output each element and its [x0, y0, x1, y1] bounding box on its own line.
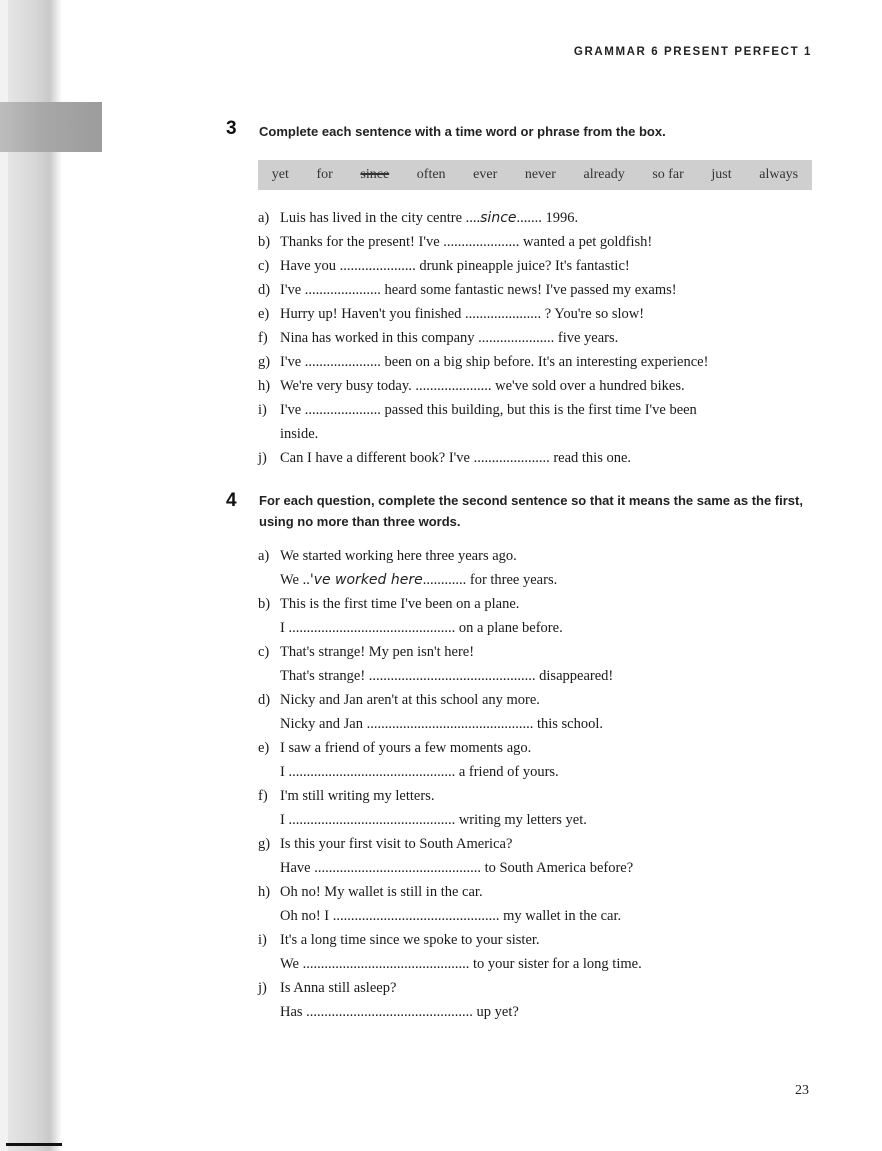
- item-second-sentence: I .............................................. on a plane before.: [280, 620, 563, 636]
- handwritten-answer: 've worked here: [309, 572, 423, 588]
- item-first-sentence: We started working here three years ago.: [280, 548, 517, 564]
- list-item: [258, 374, 818, 398]
- item-text-before: Luis has lived in the city centre ....: [280, 210, 481, 226]
- list-item: [258, 688, 818, 712]
- item-first-sentence: It's a long time since we spoke to your sister.: [280, 932, 540, 948]
- exercise-4-items: [258, 544, 818, 1024]
- item-label: h): [258, 378, 271, 394]
- item-text: [280, 206, 818, 230]
- exercise-3-items: [258, 206, 818, 470]
- list-item: [258, 736, 818, 760]
- word-yet: yet: [271, 167, 289, 182]
- item-label: c): [258, 258, 270, 274]
- item-label: f): [258, 330, 268, 346]
- item-label: c): [258, 644, 270, 660]
- item-second-sentence: Nicky and Jan .............................................. this school.: [280, 716, 604, 732]
- item-text: I've ..................... been on a big ship before. It's an interesting experience!: [280, 354, 709, 370]
- item-label: e): [258, 306, 270, 322]
- item-second-sentence: I .............................................. writing my letters yet.: [280, 812, 587, 828]
- item-second-sentence: I .............................................. a friend of yours.: [280, 764, 559, 780]
- list-item: [258, 206, 818, 230]
- item-label: b): [258, 596, 271, 612]
- word-always: always: [759, 167, 799, 182]
- item-text: Can I have a different book? I've ..................... read this one.: [280, 450, 632, 466]
- item-label: e): [258, 740, 270, 756]
- word-for: for: [316, 167, 333, 182]
- item-text-before: We ..: [280, 572, 310, 588]
- item-continuation: inside.: [280, 426, 319, 442]
- list-item: [258, 446, 818, 470]
- list-item: [258, 976, 818, 1000]
- item-label: d): [258, 692, 271, 708]
- item-text: I've ..................... heard some fantastic news! I've passed my exams!: [280, 282, 677, 298]
- item-second-sentence: Has .............................................. up yet?: [280, 1004, 519, 1020]
- list-item: [258, 278, 818, 302]
- item-label: i): [258, 932, 267, 948]
- exercise-4-number: 4: [226, 490, 237, 511]
- item-label: i): [258, 402, 267, 418]
- item-label: a): [258, 548, 270, 564]
- item-first-sentence: Is Anna still asleep?: [280, 980, 397, 996]
- handwritten-answer: since: [480, 210, 517, 226]
- item-text-after: ............ for three years.: [422, 572, 558, 588]
- item-text: Thanks for the present! I've ..................... wanted a pet goldfish!: [280, 234, 653, 250]
- item-label: d): [258, 282, 271, 298]
- word-so-far: so far: [652, 167, 684, 182]
- item-text: Have you ..................... drunk pineapple juice? It's fantastic!: [280, 258, 630, 274]
- item-text: I've ..................... passed this building, but this is the first time I've been: [280, 402, 697, 418]
- item-label: f): [258, 788, 268, 804]
- list-item: [258, 784, 818, 808]
- exercise-3-instruction: Complete each sentence with a time word or phrase from the box.: [259, 124, 666, 139]
- word-already: already: [583, 167, 625, 182]
- item-label: g): [258, 354, 271, 370]
- word-ever: ever: [473, 167, 498, 182]
- section-tab-marker: [0, 102, 102, 152]
- list-item: [258, 326, 818, 350]
- bottom-rule: [6, 1143, 62, 1146]
- item-label: h): [258, 884, 271, 900]
- item-second-sentence: Oh no! I .............................................. my wallet in the car.: [280, 908, 622, 924]
- item-first-sentence: Oh no! My wallet is still in the car.: [280, 884, 483, 900]
- word-often: often: [416, 167, 446, 182]
- list-item: [258, 302, 818, 326]
- list-item: [258, 592, 818, 616]
- item-text-after: ....... 1996.: [516, 210, 579, 226]
- item-first-sentence: Is this your first visit to South America?: [280, 836, 513, 852]
- item-second-sentence: That's strange! .............................................. disappeared!: [280, 668, 614, 684]
- list-item: [258, 254, 818, 278]
- list-item: [258, 832, 818, 856]
- item-label: j): [258, 450, 267, 466]
- item-label: b): [258, 234, 271, 250]
- page-number: 23: [795, 1083, 809, 1098]
- list-item: [258, 230, 818, 254]
- list-item: [258, 880, 818, 904]
- list-item: [258, 350, 818, 374]
- item-text: Nina has worked in this company ..................... five years.: [280, 330, 619, 346]
- list-item: [258, 398, 818, 422]
- page-header: GRAMMAR 6 PRESENT PERFECT 1: [573, 46, 812, 58]
- item-first-sentence: Nicky and Jan aren't at this school any more.: [280, 692, 540, 708]
- list-item: [258, 544, 818, 568]
- item-label: j): [258, 980, 267, 996]
- book-spine-shadow: [0, 0, 62, 1151]
- item-text: Hurry up! Haven't you finished ..................... ? You're so slow!: [280, 306, 645, 322]
- item-first-sentence: I'm still writing my letters.: [280, 788, 435, 804]
- page-edge: [0, 0, 8, 1151]
- list-item: [258, 928, 818, 952]
- item-second-sentence: Have .............................................. to South America before?: [280, 860, 634, 876]
- item-first-sentence: That's strange! My pen isn't here!: [280, 644, 475, 660]
- word-never: never: [524, 167, 556, 182]
- item-first-sentence: I saw a friend of yours a few moments ago.: [280, 740, 532, 756]
- word-box: [258, 160, 812, 190]
- word-just: just: [711, 167, 732, 182]
- list-item: [258, 640, 818, 664]
- exercise-4-instruction: For each question, complete the second sentence so that it means the same as the first, using no more than three words.: [259, 493, 803, 529]
- item-label: a): [258, 210, 270, 226]
- item-text: We're very busy today. ..................... we've sold over a hundred bikes.: [280, 378, 685, 394]
- item-first-sentence: This is the first time I've been on a plane.: [280, 596, 520, 612]
- word-since-struck: since: [360, 167, 390, 182]
- item-second-sentence: [258, 568, 818, 592]
- item-second-sentence: We .............................................. to your sister for a long time.: [280, 956, 642, 972]
- item-label: g): [258, 836, 271, 852]
- exercise-3-number: 3: [226, 118, 237, 139]
